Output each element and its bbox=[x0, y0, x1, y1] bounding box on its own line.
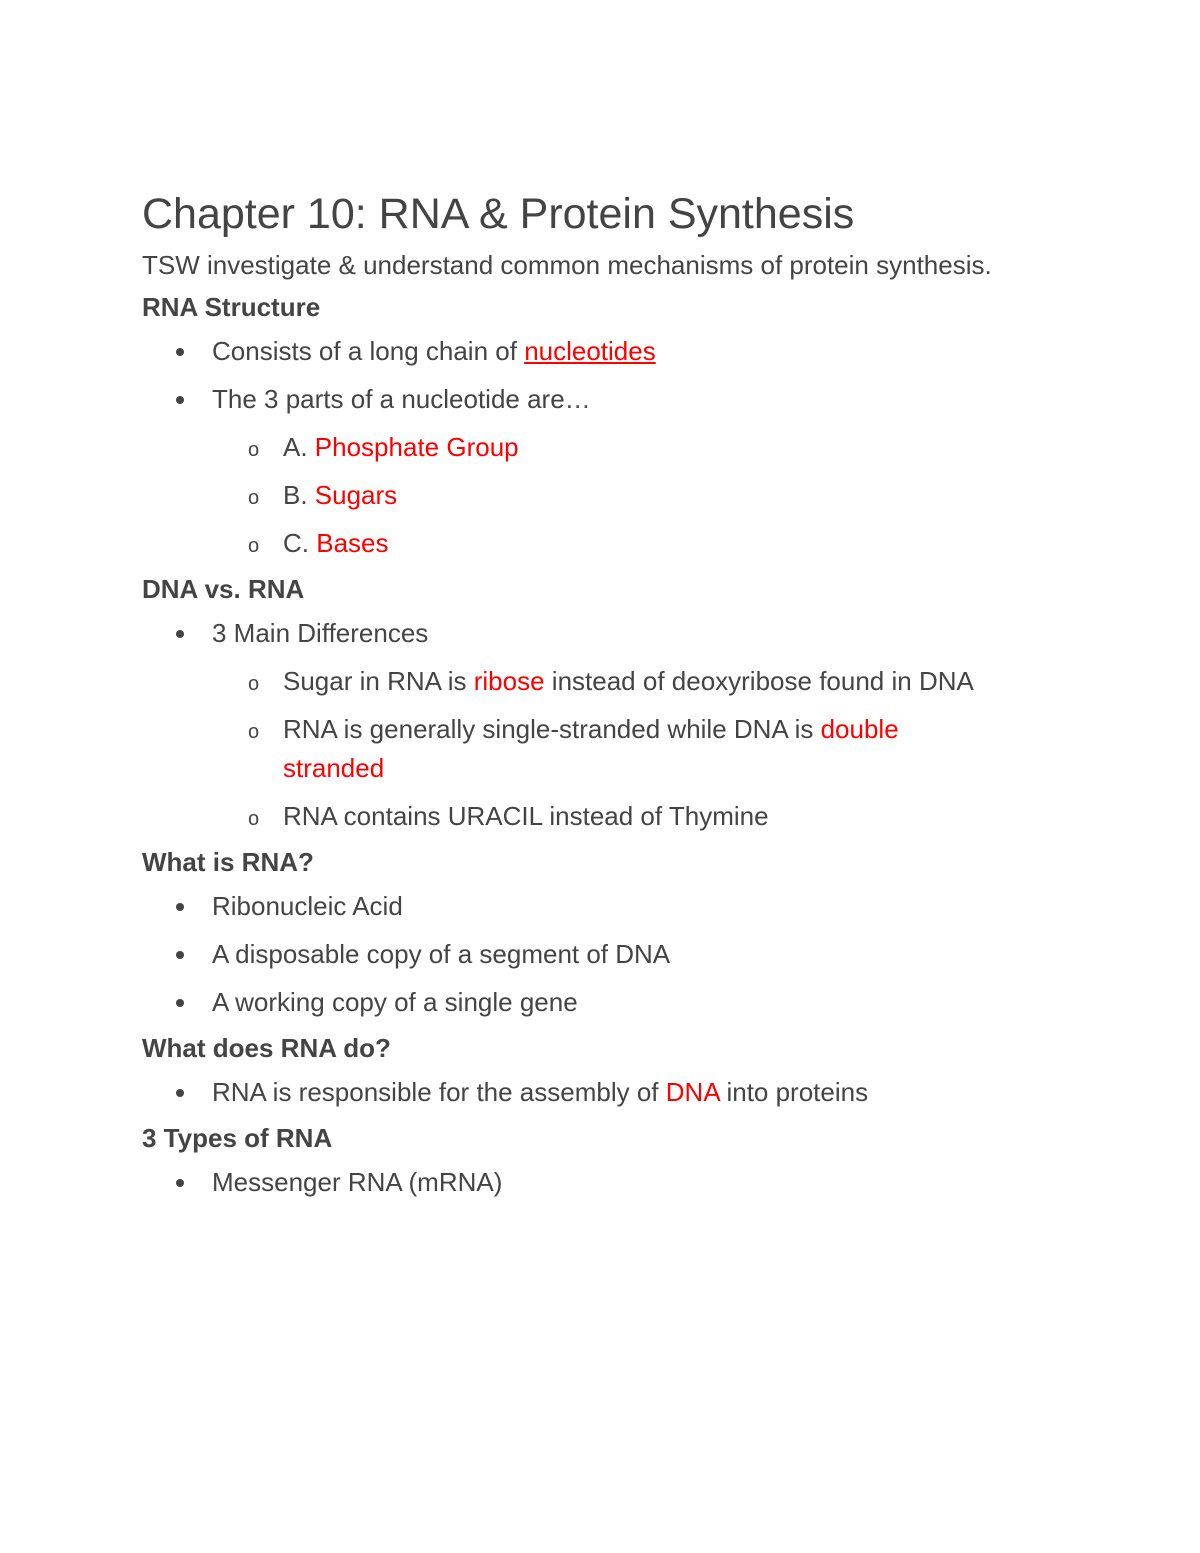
bullet-list bbox=[142, 332, 1042, 419]
highlighted-term: DNA bbox=[665, 1077, 720, 1107]
sub-list-item: o B. Sugars bbox=[142, 476, 1003, 515]
page-title: Chapter 10: RNA & Protein Synthesis bbox=[142, 190, 855, 238]
section-heading: DNA vs. RNA bbox=[142, 574, 305, 604]
section-what-is-rna bbox=[142, 846, 1042, 1022]
section-heading: What is RNA? bbox=[142, 847, 314, 877]
sub-list-item: o A. Phosphate Group bbox=[142, 428, 1003, 467]
list-item: A working copy of a single gene bbox=[142, 983, 1042, 1022]
section-heading: 3 Types of RNA bbox=[142, 1123, 333, 1153]
list-item: Consists of a long chain of nucleotides bbox=[142, 332, 1042, 371]
list-item: Ribonucleic Acid bbox=[142, 887, 1042, 926]
sub-list-item: o RNA contains URACIL instead of Thymine bbox=[142, 797, 1003, 836]
list-item: A disposable copy of a segment of DNA bbox=[142, 935, 1042, 974]
list-item: Messenger RNA (mRNA) bbox=[142, 1163, 1042, 1202]
sub-list bbox=[142, 662, 1042, 836]
sub-list bbox=[142, 428, 1042, 563]
highlighted-term: ribose bbox=[473, 666, 545, 696]
bullet-list bbox=[142, 1073, 1042, 1112]
list-item: 3 Main Differences bbox=[142, 614, 1042, 653]
highlighted-term: Phosphate Group bbox=[314, 432, 519, 462]
section-dna-vs-rna bbox=[142, 573, 1042, 836]
document-page bbox=[142, 188, 1042, 1211]
sub-list-item: o RNA is generally single-stranded while DNA is double stranded bbox=[142, 710, 1003, 788]
list-item: The 3 parts of a nucleotide are… bbox=[142, 380, 1042, 419]
highlighted-term: double stranded bbox=[283, 714, 899, 783]
highlighted-term: nucleotides bbox=[524, 336, 656, 366]
section-rna-structure bbox=[142, 291, 1042, 563]
bullet-list bbox=[142, 614, 1042, 653]
section-what-does-rna-do bbox=[142, 1032, 1042, 1112]
bullet-list bbox=[142, 1163, 1042, 1202]
highlighted-term: Bases bbox=[316, 528, 389, 558]
section-heading: What does RNA do? bbox=[142, 1033, 391, 1063]
sub-list-item: o Sugar in RNA is ribose instead of deoxyribose found in DNA bbox=[142, 662, 1003, 701]
highlighted-term: Sugars bbox=[314, 480, 398, 510]
list-item: RNA is responsible for the assembly of DNA into proteins bbox=[142, 1073, 1042, 1112]
bullet-list bbox=[142, 887, 1042, 1022]
section-heading: RNA Structure bbox=[142, 292, 321, 322]
section-types-of-rna bbox=[142, 1122, 1042, 1202]
objective-text: TSW investigate & understand common mechanisms of protein synthesis. bbox=[142, 250, 992, 280]
sub-list-item: o C. Bases bbox=[142, 524, 1003, 563]
